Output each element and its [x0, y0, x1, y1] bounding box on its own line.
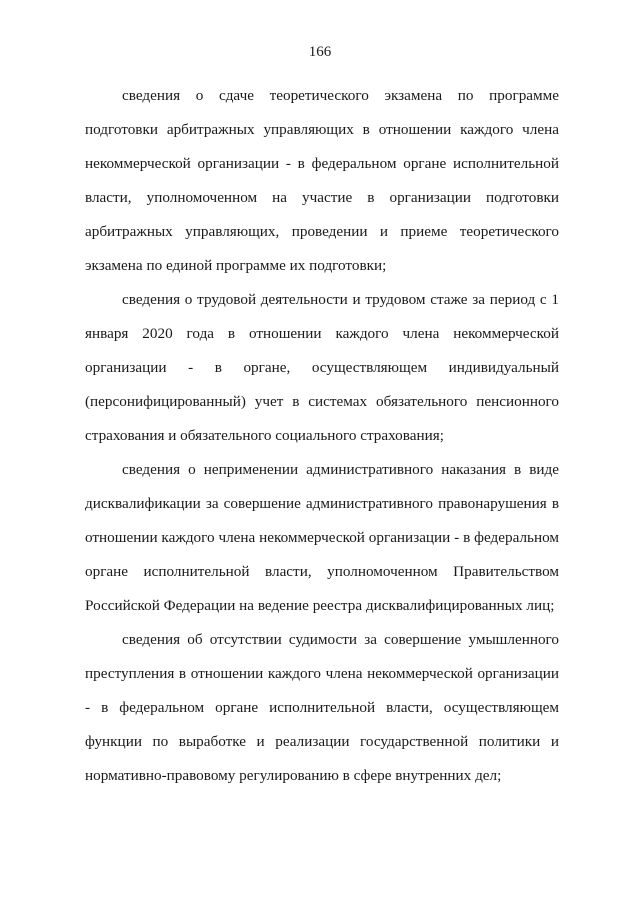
paragraph-disqualification: сведения о неприменении административного наказания в виде дисквалификации за совершение административного правонарушения в отношении каждого члена некоммерческой организации - в федеральном органе исполнительной власти, уполномоченном Правительством Российской Федерации на ведение реестра дисквалифицированных лиц; — [85, 461, 559, 614]
document-body — [85, 79, 559, 793]
paragraph-criminal-record: сведения об отсутствии судимости за совершение умышленного преступления в отношении каждого члена некоммерческой организации - в федеральном органе исполнительной власти, осуществляющем функции по выработке и реализации государственной политики и нормативно-правовому регулированию в сфере внутренних дел; — [85, 631, 559, 784]
paragraph-theoretical-exam: сведения о сдаче теоретического экзамена по программе подготовки арбитражных управляющих в отношении каждого члена некоммерческой организации - в федеральном органе исполнительной власти, уполномоченном на участие в организации подготовки арбитражных управляющих, проведении и приеме теоретического экзамена по единой программе их подготовки; — [85, 87, 559, 274]
page-number: 166 — [308, 44, 332, 60]
paragraph-work-experience: сведения о трудовой деятельности и трудовом стаже за период с 1 января 2020 года в отношении каждого члена некоммерческой организации - в органе, осуществляющем индивидуальный (персонифицированный) учет в системах обязательного пенсионного страхования и обязательного социального страхования; — [85, 291, 559, 444]
